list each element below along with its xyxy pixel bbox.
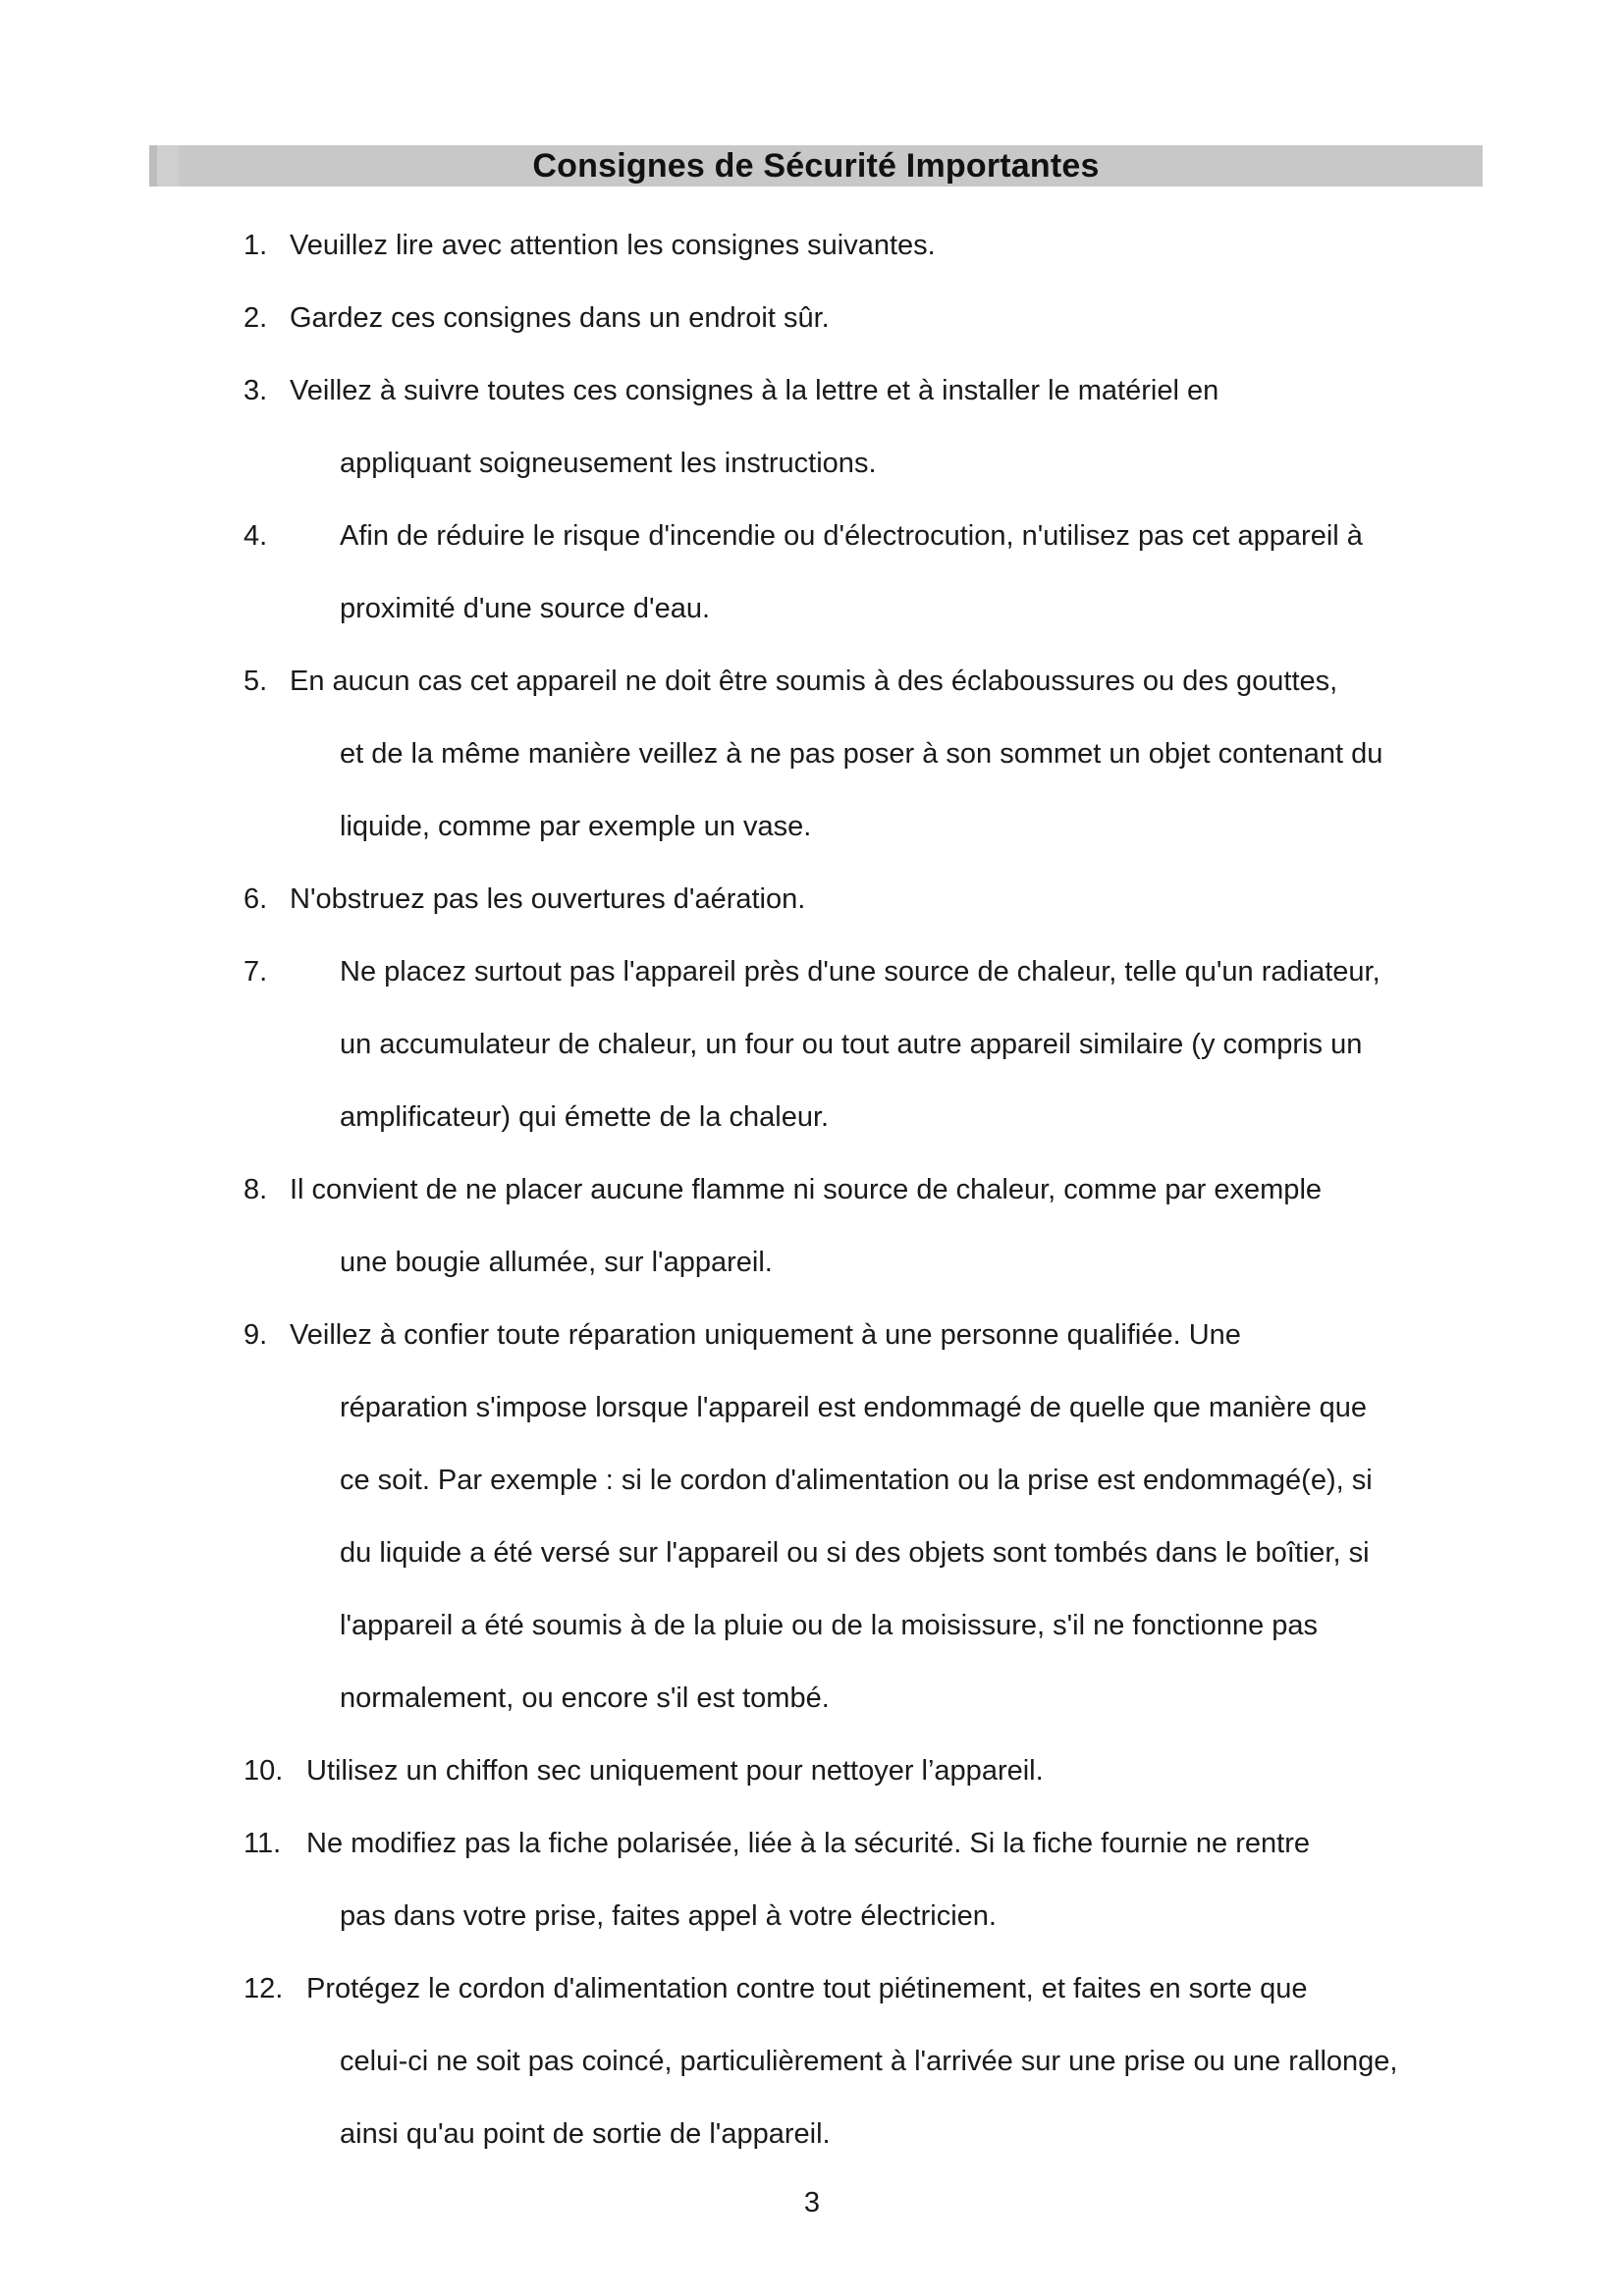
item-number: 3. bbox=[244, 375, 268, 406]
item-text-continued: un accumulateur de chaleur, un four ou tout autre appareil similaire (y compris un bbox=[340, 1029, 1363, 1060]
item-text-continued: proximité d'une source d'eau. bbox=[340, 593, 711, 624]
item-number: 8. bbox=[244, 1174, 268, 1205]
item-number: 10. bbox=[244, 1755, 284, 1787]
item-text-continued: ce soit. Par exemple : si le cordon d'alimentation ou la prise est endommagé(e), si bbox=[340, 1465, 1373, 1496]
item-text: Protégez le cordon d'alimentation contre tout piétinement, et faites en sorte que bbox=[306, 1973, 1308, 2004]
item-text: N'obstruez pas les ouvertures d'aération. bbox=[290, 883, 806, 915]
item-number: 5. bbox=[244, 666, 268, 697]
item-text: Veillez à suivre toutes ces consignes à la lettre et à installer le matériel en bbox=[290, 375, 1219, 406]
item-text-continued: l'appareil a été soumis à de la pluie ou de la moisissure, s'il ne fonctionne pas bbox=[340, 1610, 1319, 1641]
item-text-continued: liquide, comme par exemple un vase. bbox=[340, 811, 812, 842]
item-number: 12. bbox=[244, 1973, 284, 2004]
item-text: En aucun cas cet appareil ne doit être soumis à des éclaboussures ou des gouttes, bbox=[290, 666, 1338, 697]
item-text: Veillez à confier toute réparation uniquement à une personne qualifiée. Une bbox=[290, 1319, 1241, 1351]
page-number: 3 bbox=[803, 2187, 821, 2218]
item-text-continued: normalement, ou encore s'il est tombé. bbox=[340, 1682, 830, 1714]
item-number: 6. bbox=[244, 883, 268, 915]
item-text: Il convient de ne placer aucune flamme ni source de chaleur, comme par exemple bbox=[290, 1174, 1323, 1205]
item-text-continued: une bougie allumée, sur l'appareil. bbox=[340, 1247, 773, 1278]
item-text: Utilisez un chiffon sec uniquement pour nettoyer l’appareil. bbox=[306, 1755, 1044, 1787]
item-number: 11. bbox=[244, 1828, 282, 1859]
item-text: Gardez ces consignes dans un endroit sûr. bbox=[290, 302, 830, 334]
item-text: Ne placez surtout pas l'appareil près d'une source de chaleur, telle qu'un radiateur, bbox=[340, 956, 1380, 988]
item-number: 9. bbox=[244, 1319, 268, 1351]
title-bar bbox=[149, 145, 1483, 187]
item-text-continued: réparation s'impose lorsque l'appareil est endommagé de quelle que manière que bbox=[340, 1392, 1368, 1423]
item-text-continued: pas dans votre prise, faites appel à votre électricien. bbox=[340, 1900, 997, 1932]
item-number: 2. bbox=[244, 302, 268, 334]
item-text-continued: et de la même manière veillez à ne pas poser à son sommet un objet contenant du bbox=[340, 738, 1383, 770]
item-text-continued: amplificateur) qui émette de la chaleur. bbox=[340, 1101, 830, 1133]
item-text: Afin de réduire le risque d'incendie ou d'électrocution, n'utilisez pas cet appareil à bbox=[340, 520, 1363, 552]
item-number: 4. bbox=[244, 520, 268, 552]
item-text-continued: ainsi qu'au point de sortie de l'appareil. bbox=[340, 2118, 831, 2150]
item-number: 7. bbox=[244, 956, 268, 988]
item-number: 1. bbox=[244, 230, 268, 261]
item-text: Ne modifiez pas la fiche polarisée, liée à la sécurité. Si la fiche fournie ne rentre bbox=[306, 1828, 1310, 1859]
item-text: Veuillez lire avec attention les consignes suivantes. bbox=[290, 230, 936, 261]
item-text-continued: appliquant soigneusement les instructions. bbox=[340, 448, 877, 479]
item-text-continued: celui-ci ne soit pas coincé, particulièrement à l'arrivée sur une prise ou une rallonge, bbox=[340, 2046, 1398, 2077]
item-text-continued: du liquide a été versé sur l'appareil ou si des objets sont tombés dans le boîtier, si bbox=[340, 1537, 1370, 1569]
page-title: Consignes de Sécurité Importantes bbox=[532, 146, 1100, 185]
